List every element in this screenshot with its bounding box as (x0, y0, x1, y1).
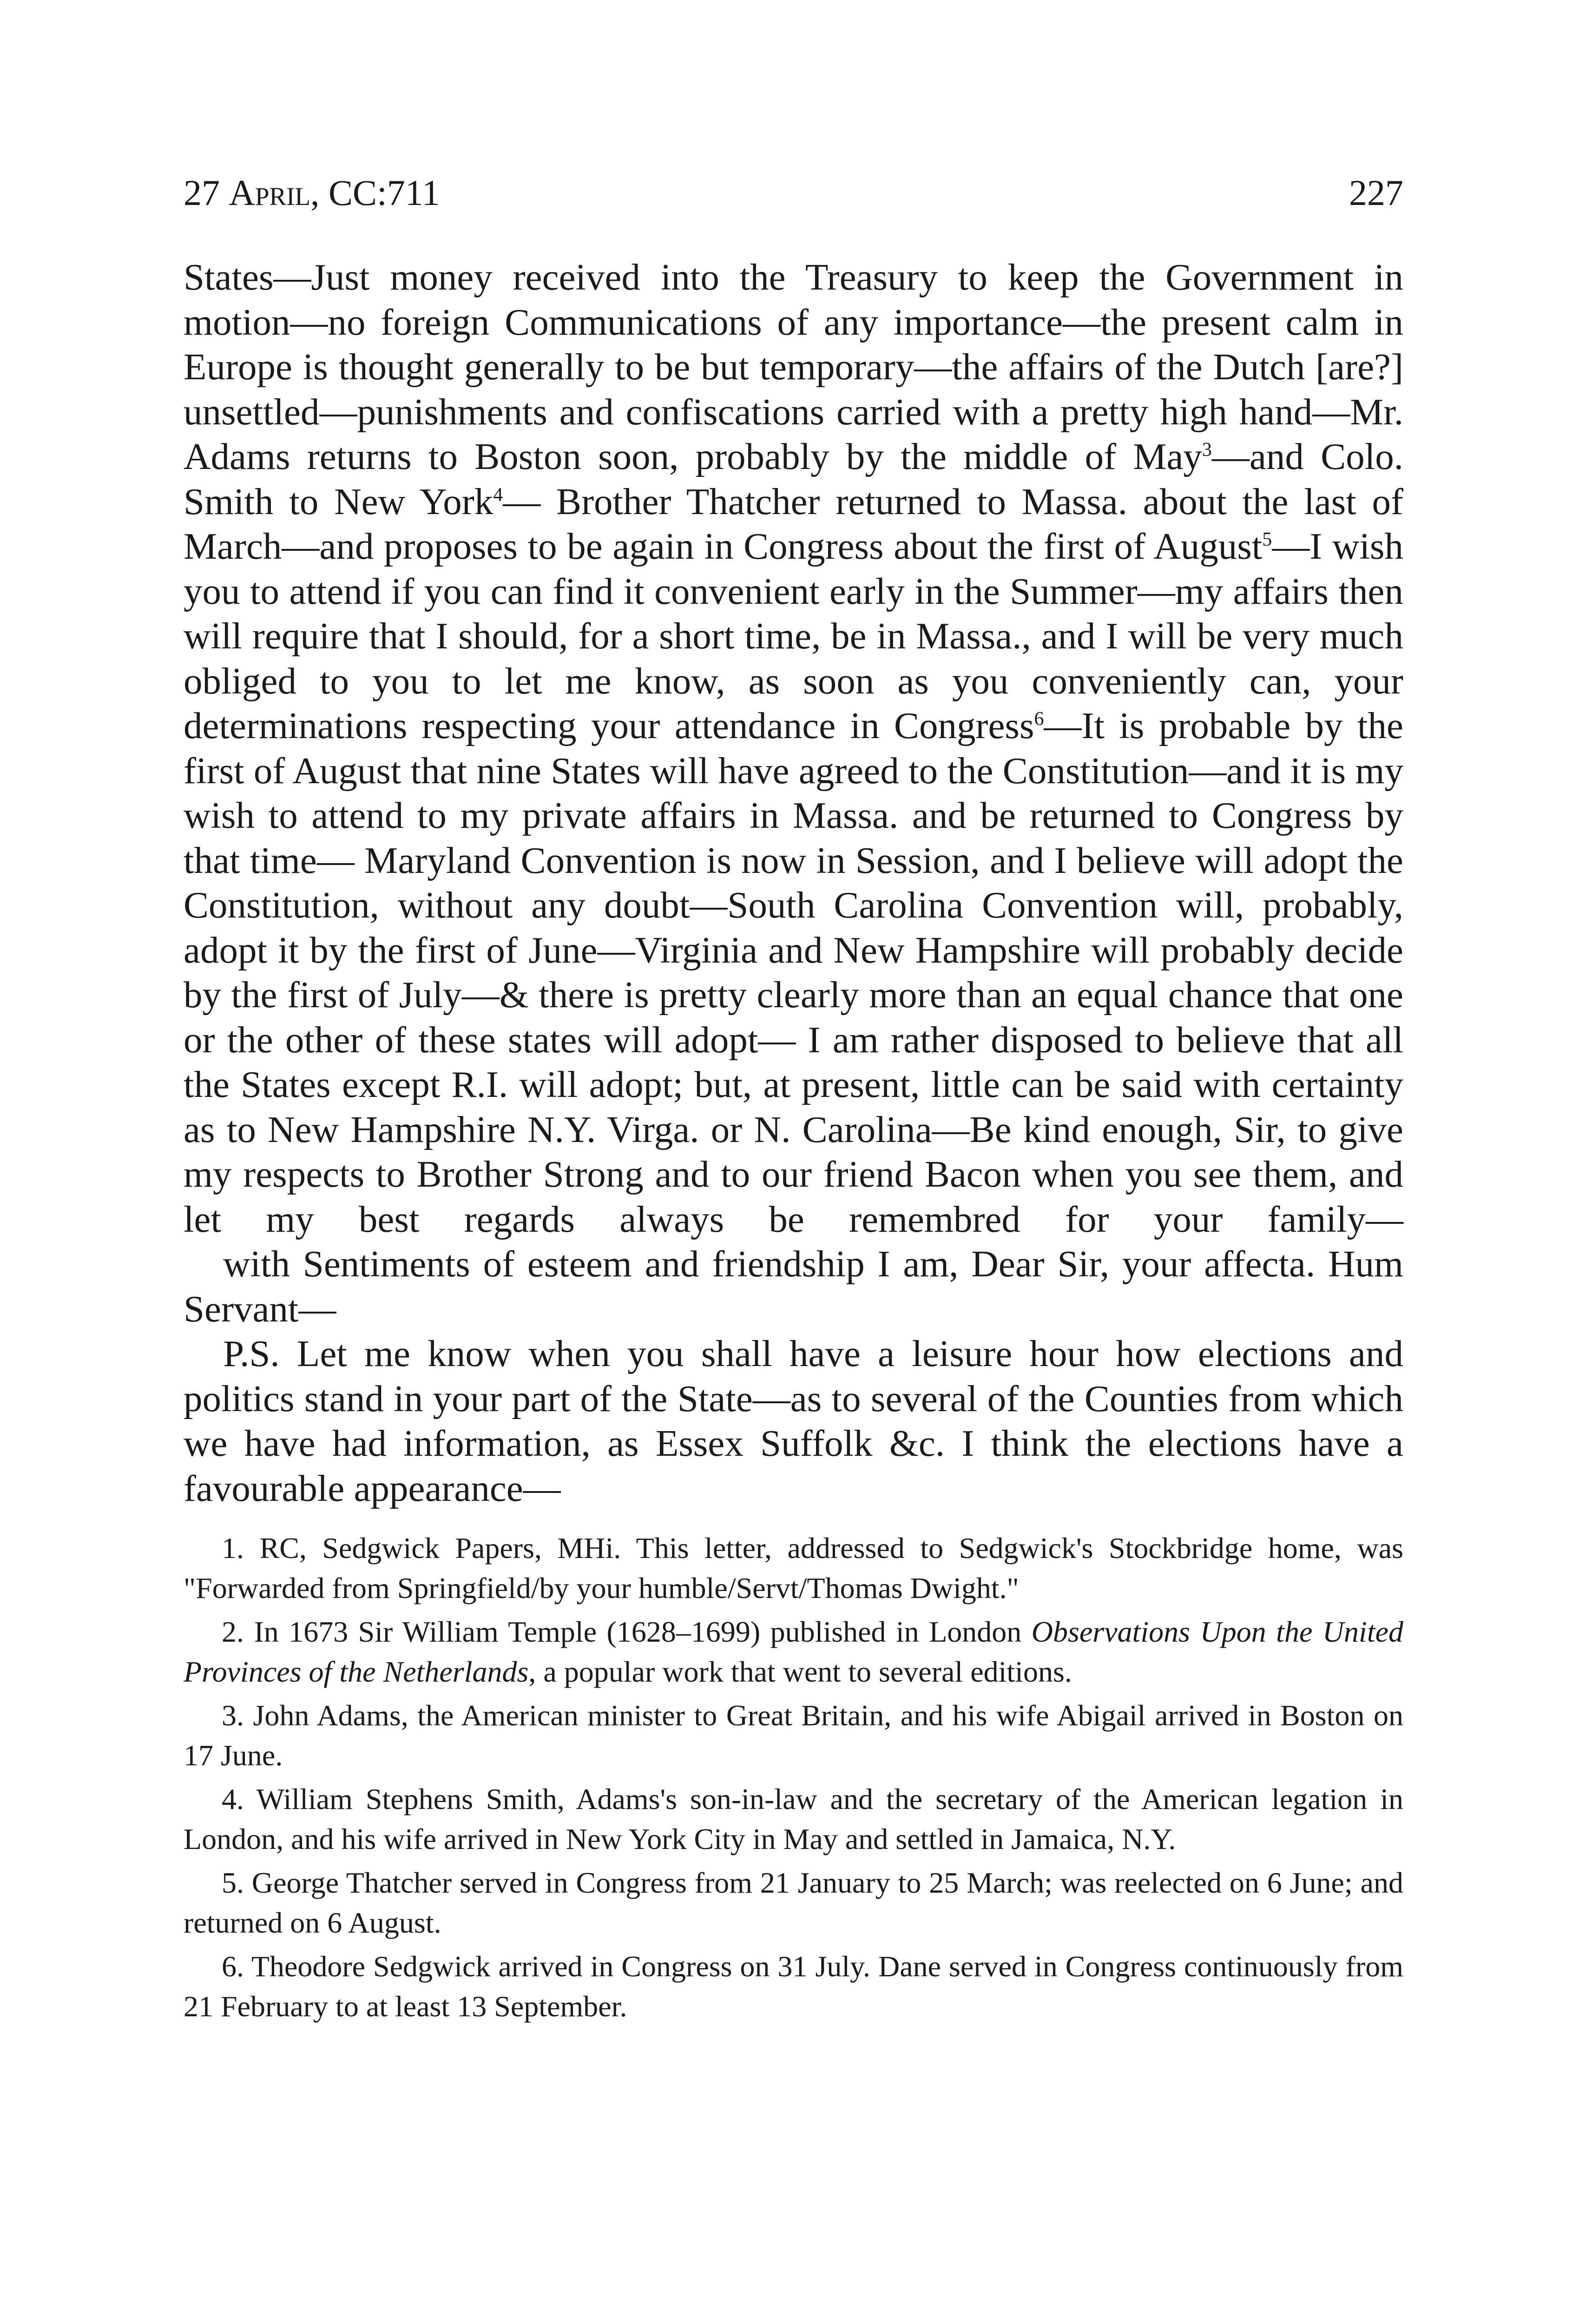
running-head-month: April (229, 172, 311, 213)
footnote-ref: 6 (1034, 708, 1044, 730)
letter-postscript: P.S. Let me know when you shall have a leisure hour how elections and politics stand in your part of the State—as to several of the Counties from which we have had information, as Essex Suffolk &c. I think the elections have a favourable appearance— (184, 1333, 1403, 1509)
book-title: Observations Upon the United Provinces of the Netherlands (184, 1615, 1404, 1688)
running-head-date: 27 April, CC:711 (184, 172, 440, 213)
footnote-ref: 3 (1202, 439, 1212, 461)
page-number: 227 (1349, 172, 1403, 213)
footnote-4: 4. William Stephens Smith, Adams's son-in-law and the secretary of the American legation in London, and his wife arrived in New York City in May and settled in Jamaica, N.Y. (184, 1783, 1403, 1855)
footnote-ref: 4 (493, 483, 503, 506)
footnote-1: 1. RC, Sedgwick Papers, MHi. This letter, addressed to Sedgwick's Stockbridge home, was "Forwarded from Springfield/by your humble/Servt/Thomas Dwight." (184, 1532, 1403, 1604)
footnote-2: 2. In 1673 Sir William Temple (1628–1699) published in London Observations Upon the United Provinces of the Netherlands, a popular work that went to several editions. (184, 1615, 1404, 1688)
footnote-5: 5. George Thatcher served in Congress from 21 January to 25 March; was reelected on 6 June; and returned on 6 August. (184, 1866, 1403, 1939)
letter-closing: with Sentiments of esteem and friendship I am, Dear Sir, your affecta. Hum Servant— (184, 1243, 1403, 1330)
running-head-doc-ref: , CC:711 (310, 172, 440, 213)
running-head (184, 167, 1403, 218)
footnotes (184, 1528, 1403, 2027)
footnote-ref: 5 (1262, 528, 1272, 550)
footnote-3: 3. John Adams, the American minister to Great Britain, and his wife Abigail arrived in Boston on 17 June. (184, 1699, 1403, 1772)
letter-body: States—Just money received into the Treasury to keep the Government in motion—no foreign Communications of any importance—the present calm in Europe is thought generally to be but temporary—the affairs of the Dutch [are?] unsettled—punishments and confiscations carried with a pretty high hand—Mr. Adams returns to Boston soon, probably by the middle of May$^3$—and Colo. Smith to New York$^4$— Brother Thatcher returned to Massa. about the last of March—and proposes to be again in Congress about the first of August$^5$—I wish you to attend if you can find it convenient early in the Summer—my affairs then will require that I should, for a short time, be in Massa., and I will be very much obliged to you to let me know, as soon as you conveniently can, your determinations respecting your attendance in Congress$^6$—It is probable by the first of August that nine States will have agreed to the Constitution—and it is my wish to attend to my private affairs in Massa. and be returned to Congress by that time— Maryland Convention is now in Session, and I believe will adopt the Constitution, without any doubt—South Carolina Convention will, probably, adopt it by the first of June—Virginia and New Hampshire will probably decide by the first of July—& there is pretty clearly more than an equal chance that one or the other of these states will adopt— I am rather disposed to believe that all the States except R.I. will adopt; but, at present, little can be said with certainty as to New Hampshire N.Y. Virga. or N. Carolina—Be kind enough, Sir, to give my respects to Brother Strong and to our friend Bacon when you see them, and let my best regards always be remembred for your family— (184, 256, 1404, 1240)
book-page (184, 167, 1403, 2030)
footnote-6: 6. Theodore Sedgwick arrived in Congress on 31 July. Dane served in Congress continuously from 21 February to at least 13 September. (184, 1950, 1403, 2023)
letter-text (184, 255, 1403, 1511)
